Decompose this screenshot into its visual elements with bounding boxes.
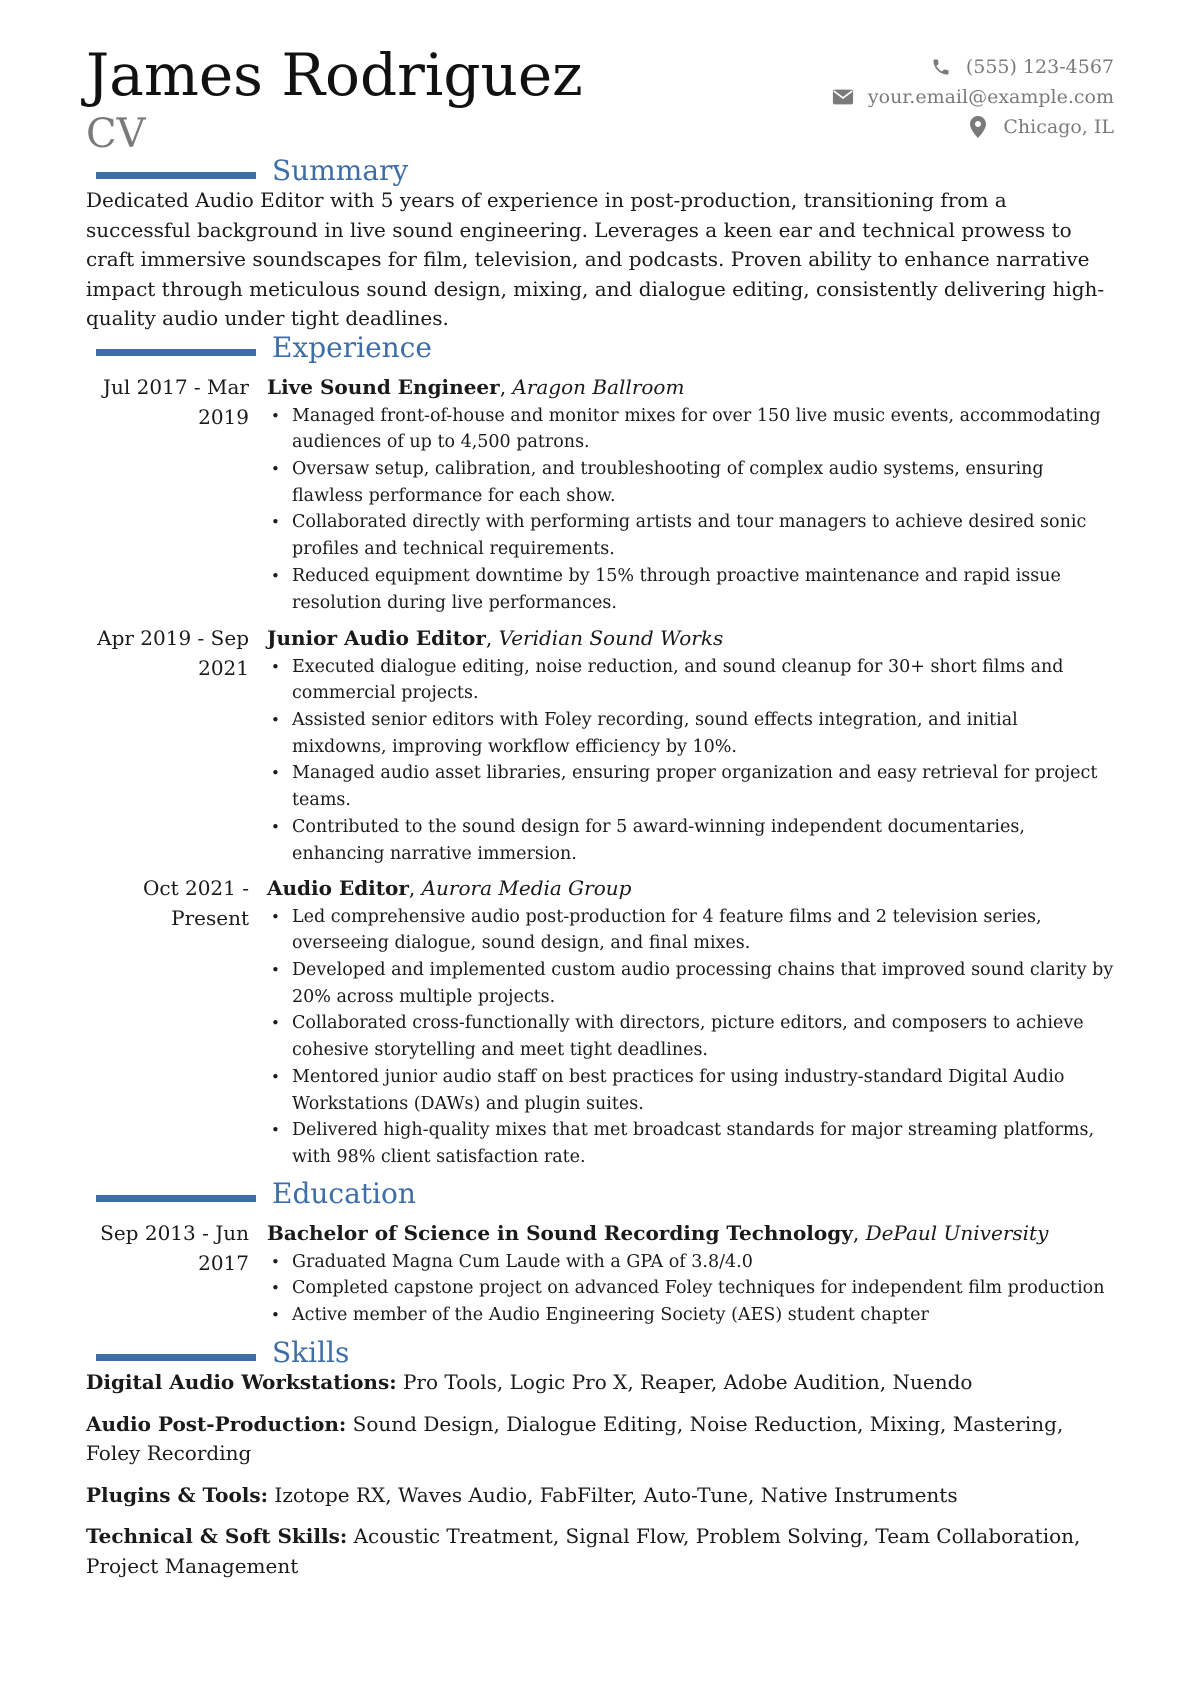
- contact-location: [694, 112, 1114, 142]
- section-accent-bar: [96, 1354, 256, 1361]
- entry-bullets: [267, 904, 1116, 1171]
- bullet-item: • Completed capstone project on advanced Foley techniques for independent film production: [267, 1275, 1116, 1302]
- entry-role: Junior Audio Editor: [267, 626, 486, 650]
- entry-role: Audio Editor: [267, 876, 409, 900]
- bullet-item: • Collaborated cross-functionally with directors, picture editors, and composers to achieve cohesive storytelling and meet tight deadlines.: [267, 1010, 1116, 1063]
- skill-category: Plugins & Tools:: [86, 1482, 269, 1507]
- email-link[interactable]: your.email@example.com: [867, 86, 1114, 108]
- bullet-item: • Developed and implemented custom audio processing chains that improved sound clarity by 20% across multiple projects.: [267, 957, 1116, 1010]
- bullet-item: • Reduced equipment downtime by 15% through proactive maintenance and rapid issue resolution during live performances.: [267, 563, 1116, 616]
- bullet-item: • Graduated Magna Cum Laude with a GPA of 3.8/4.0: [267, 1249, 1116, 1276]
- section-accent-bar: [96, 1195, 256, 1202]
- skill-category: Digital Audio Workstations:: [86, 1370, 397, 1394]
- entry-bullets: [267, 654, 1116, 868]
- section-accent-bar: [96, 172, 256, 179]
- entry-date: Apr 2019 - Sep 2021: [97, 626, 249, 680]
- skill-row: [86, 1481, 1116, 1511]
- entry-date: Sep 2013 - Jun 2017: [100, 1221, 249, 1275]
- bullet-item: • Led comprehensive audio post-production for 4 feature films and 2 television series, overseeing dialogue, sound design, and final mixes.: [267, 904, 1116, 957]
- skills-list: [86, 1368, 1116, 1594]
- entry-heading: Bachelor of Science in Sound Recording Technology, DePaul University: [267, 1221, 1049, 1245]
- entry-organization: Aurora Media Group: [421, 876, 632, 900]
- skill-category: Audio Post-Production:: [86, 1411, 347, 1436]
- location-text: Chicago, IL: [1003, 116, 1114, 138]
- section-title: Experience: [272, 331, 432, 364]
- contact-block: [694, 52, 1114, 142]
- entry-organization: Veridian Sound Works: [498, 626, 724, 650]
- bullet-item: • Active member of the Audio Engineering Society (AES) student chapter: [267, 1302, 1116, 1329]
- skill-row: [86, 1368, 1116, 1398]
- bullet-item: • Collaborated directly with performing artists and tour managers to achieve desired sonic profiles and technical requirements.: [267, 509, 1116, 562]
- bullet-item: • Executed dialogue editing, noise reduction, and sound cleanup for 30+ short films and commercial projects.: [267, 654, 1116, 707]
- section-header-education: [96, 1175, 416, 1213]
- skill-values: Sound Design, Dialogue Editing, Noise Reduction, Mixing, Mastering, Foley Recording: [86, 1411, 1064, 1466]
- entry-role: Live Sound Engineer: [267, 375, 500, 399]
- bullet-item: • Oversaw setup, calibration, and troubleshooting of complex audio systems, ensuring flawless performance for each show.: [267, 456, 1116, 509]
- entry-heading: Live Sound Engineer, Aragon Ballroom: [267, 375, 685, 399]
- skill-values: Pro Tools, Logic Pro X, Reaper, Adobe Audition, Nuendo: [402, 1370, 973, 1394]
- entry-degree: Bachelor of Science in Sound Recording Technology: [267, 1221, 853, 1245]
- contact-email: [694, 82, 1114, 112]
- phone-text[interactable]: (555) 123-4567: [965, 56, 1114, 78]
- entry-institution: DePaul University: [865, 1221, 1049, 1245]
- document-type-label: CV: [86, 111, 146, 157]
- bullet-item: • Delivered high-quality mixes that met broadcast standards for major streaming platforms, with 98% client satisfaction rate.: [267, 1117, 1116, 1170]
- entry-body: [267, 874, 1116, 1171]
- section-header-summary: [96, 152, 408, 190]
- entry-bullets: [267, 403, 1116, 617]
- bullet-item: • Contributed to the sound design for 5 award-winning independent documentaries, enhancing narrative immersion.: [267, 814, 1116, 867]
- skill-values: Acoustic Treatment, Signal Flow, Problem Solving, Team Collaboration, Project Management: [86, 1524, 1081, 1578]
- entry-date: Jul 2017 - Mar 2019: [103, 375, 249, 429]
- entry-bullets: [267, 1249, 1116, 1329]
- bullet-item: • Assisted senior editors with Foley recording, sound effects integration, and initial mixdowns, improving workflow efficiency by 10%.: [267, 707, 1116, 760]
- entry-body: [267, 1219, 1116, 1329]
- entry-organization: Aragon Ballroom: [512, 375, 685, 399]
- entry-body: [267, 624, 1116, 867]
- skill-values: Izotope RX, Waves Audio, FabFilter, Auto-Tune, Native Instruments: [274, 1482, 958, 1507]
- candidate-name: James Rodriguez: [86, 41, 583, 109]
- bullet-item: • Managed front-of-house and monitor mixes for over 150 live music events, accommodating audiences of up to 4,500 patrons.: [267, 403, 1116, 456]
- skill-row: [86, 1522, 1116, 1581]
- section-title: Education: [272, 1177, 416, 1210]
- contact-phone: [694, 52, 1114, 82]
- section-title: Skills: [272, 1336, 350, 1369]
- bullet-item: • Managed audio asset libraries, ensuring proper organization and easy retrieval for project teams.: [267, 760, 1116, 813]
- skill-row: [86, 1410, 1116, 1469]
- entry-heading: Junior Audio Editor, Veridian Sound Works: [267, 626, 724, 650]
- envelope-icon: [832, 86, 854, 108]
- section-accent-bar: [96, 349, 256, 356]
- section-header-experience: [96, 329, 432, 367]
- section-header-skills: [96, 1334, 349, 1372]
- skill-category: Technical & Soft Skills:: [86, 1524, 348, 1549]
- summary-text: Dedicated Audio Editor with 5 years of experience in post-production, transitioning from a successful background in live sound engineering. Leverages a keen ear and technical prowess to craft immersive soundscapes for film, television, and podcasts. Proven ability to enhance narrative impact through meticulous sound design, mixing, and dialogue editing, consistently delivering high-quality audio under tight deadlines.: [86, 188, 1105, 331]
- section-title: Summary: [272, 154, 409, 187]
- bullet-item: • Mentored junior audio staff on best practices for using industry-standard Digital Audio Workstations (DAWs) and plugin suites.: [267, 1064, 1116, 1117]
- entry-heading: Audio Editor, Aurora Media Group: [267, 876, 632, 900]
- entry-date: Oct 2021 - Present: [142, 876, 249, 930]
- phone-icon: [930, 56, 952, 78]
- map-pin-icon: [967, 116, 989, 138]
- entry-body: [267, 373, 1116, 616]
